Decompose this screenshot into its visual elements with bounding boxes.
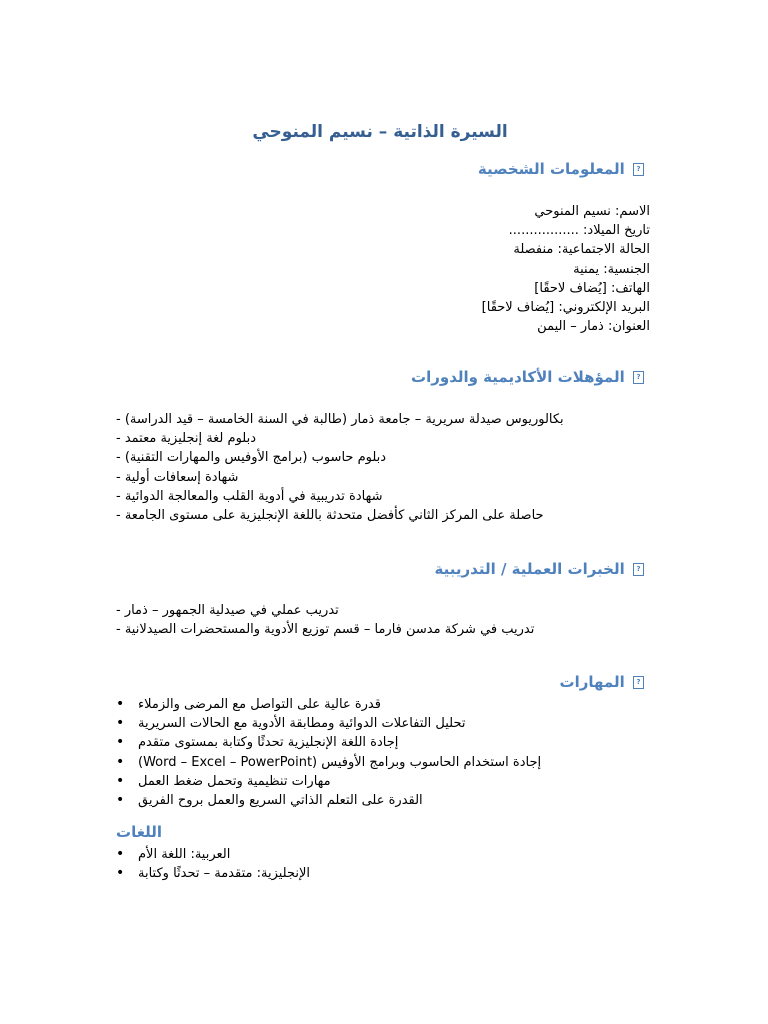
document-title: السيرة الذاتية – نسيم المنوحي [252,122,508,142]
section-heading-experience [110,560,644,578]
section-heading-qualifications [110,368,644,386]
section-heading-skills [110,673,644,691]
list-item: دبلوم لغة إنجليزية معتمد - [116,431,257,447]
list-item: تدريب عملي في صيدلية الجمهور – ذمار - [116,603,339,618]
personal-info-line: الجنسية: يمنية [573,261,650,277]
resume-page [110,0,650,1024]
list-item: تدريب في شركة مدسن فارما – قسم توزيع الأدوية والمستحضرات الصيدلانية - [116,622,535,638]
missing-glyph-icon: ? [633,163,644,176]
personal-info-line: تاريخ الميلاد: ................. [508,223,650,239]
personal-info-line: الحالة الاجتماعية: منفصلة [513,242,650,258]
list-item: شهادة تدريبية في أدوية القلب والمعالجة الدوائية - [116,488,383,504]
missing-glyph-icon: ? [633,563,644,576]
personal-info-list [110,202,650,336]
list-item: • إجادة اللغة الإنجليزية تحدثًا وكتابة بمستوى متقدم [110,733,650,752]
section-heading-label: المعلومات الشخصية [477,160,625,178]
list-item: بكالوريوس صيدلة سريرية – جامعة ذمار (طالبة في السنة الخامسة – قيد الدراسة) - [116,412,564,427]
list-item: • قدرة عالية على التواصل مع المرضى والزملاء [110,695,650,714]
section-heading-personal [110,160,644,178]
section-heading-label: اللغات [116,823,163,841]
list-item: • إجادة استخدام الحاسوب وبرامج الأوفيس (Word – Excel – PowerPoint) [110,753,650,772]
list-item: دبلوم حاسوب (برامج الأوفيس والمهارات التقنية) - [116,450,387,466]
personal-info-line: الاسم: نسيم المنوحي [534,204,650,219]
list-item: حاصلة على المركز الثاني كأفضل متحدثة باللغة الإنجليزية على مستوى الجامعة - [116,508,544,524]
list-item: • تحليل التفاعلات الدوائية ومطابقة الأدوية مع الحالات السريرية [110,714,650,733]
list-item: • العربية: اللغة الأم [110,845,650,864]
list-item: • القدرة على التعلم الذاتي السريع والعمل بروح الفريق [110,791,650,810]
section-heading-languages [116,823,162,841]
list-item: شهادة إسعافات أولية - [116,469,239,485]
skills-list [110,695,650,810]
section-heading-label: المؤهلات الأكاديمية والدورات [411,368,625,386]
section-heading-label: الخبرات العملية / التدريبية [434,560,625,578]
personal-info-line: البريد الإلكتروني: [يُضاف لاحقًا] [481,300,650,316]
list-item: • الإنجليزية: متقدمة – تحدثًا وكتابة [110,864,650,883]
section-heading-label: المهارات [559,673,625,691]
missing-glyph-icon: ? [633,371,644,384]
qualifications-list [110,410,650,525]
personal-info-line: الهاتف: [يُضاف لاحقًا] [534,280,650,296]
experience-list [110,601,650,639]
list-item: • مهارات تنظيمية وتحمل ضغط العمل [110,772,650,791]
languages-list [110,845,650,883]
personal-info-line: العنوان: ذمار – اليمن [537,319,650,335]
missing-glyph-icon: ? [633,676,644,689]
